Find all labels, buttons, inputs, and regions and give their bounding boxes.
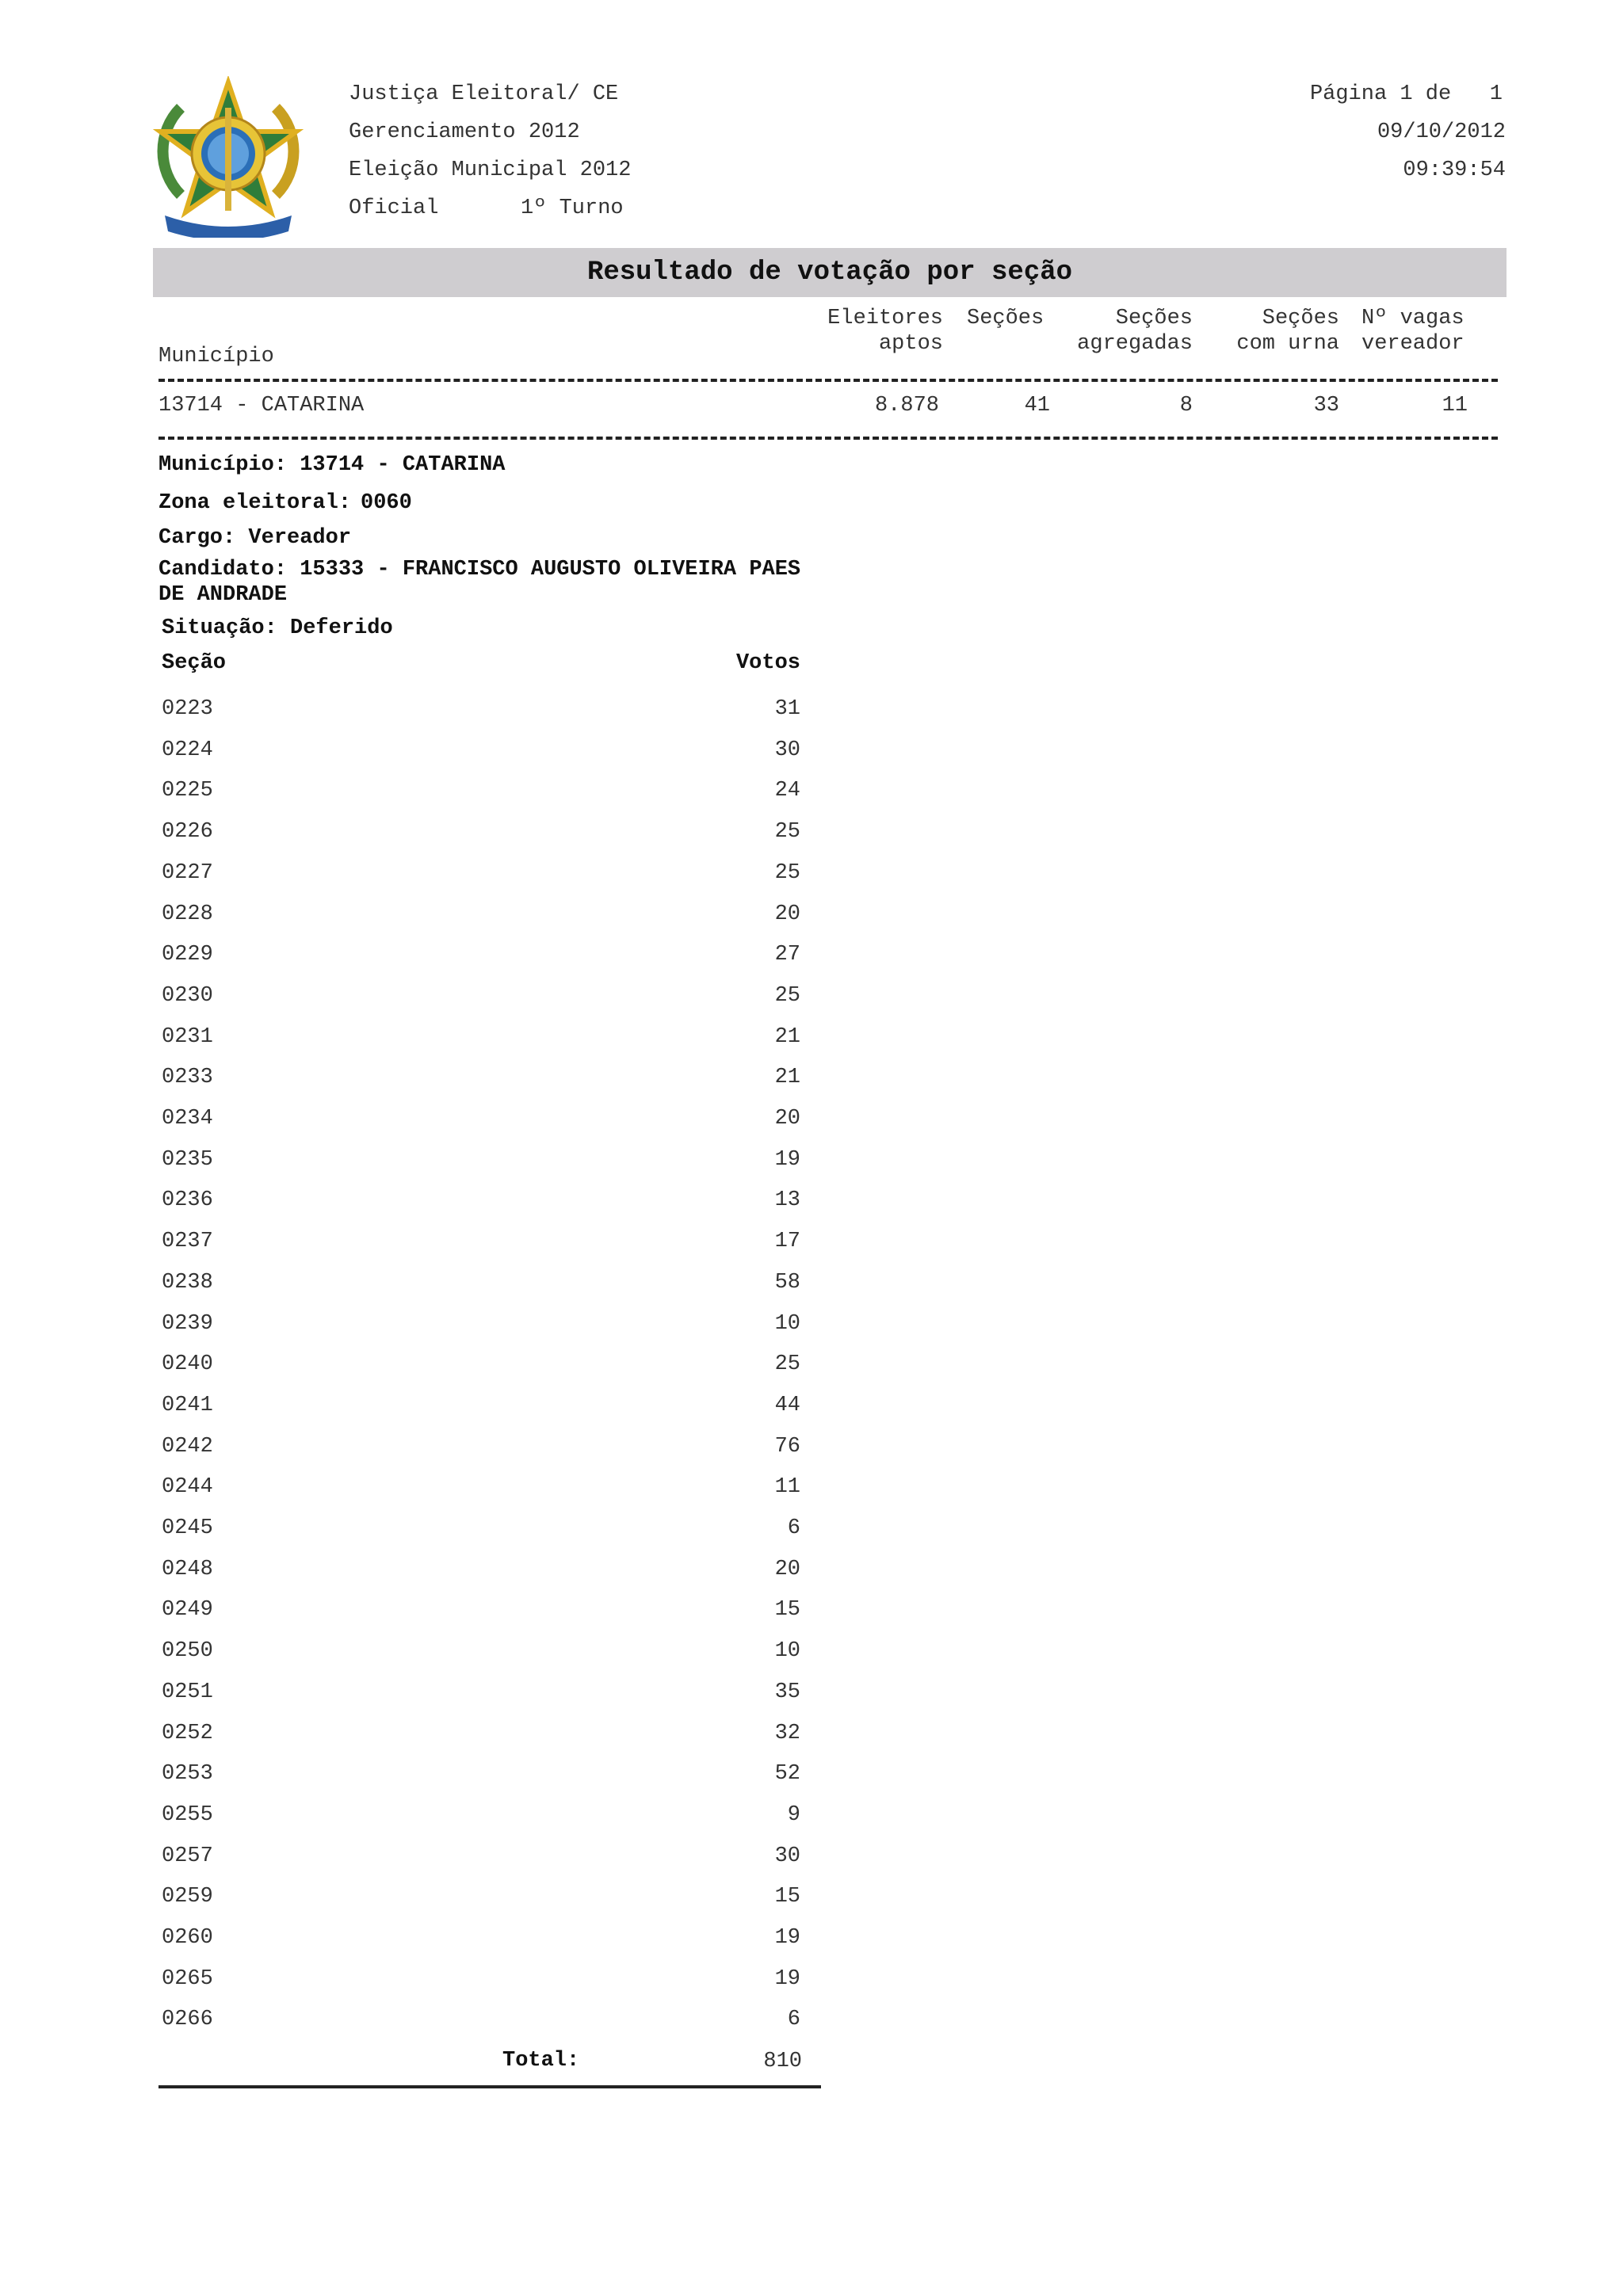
table-row [162,1639,800,1671]
col-secoes: Seções [967,307,1044,330]
votos-cell: 25 [774,860,800,885]
secao-cell: 0228 [162,902,213,926]
secao-cell: 0266 [162,2008,213,2032]
votos-cell: 10 [774,1311,800,1336]
summary-secoes: 41 [1024,394,1050,418]
votos-cell: 27 [774,943,800,967]
votos-cell: 32 [774,1721,800,1745]
header-official: Oficial [349,196,439,220]
summary-eleitores: 8.878 [874,394,939,418]
votos-cell: 9 [787,1802,800,1827]
votos-cell: 24 [774,779,800,803]
table-row [162,1803,800,1835]
votos-cell: 20 [774,1557,800,1581]
secao-cell: 0234 [162,1107,213,1131]
detail-candidato-line1: Candidato: 15333 - FRANCISCO AUGUSTO OLIVEIRA PAES [158,558,801,582]
detail-cargo: Cargo: Vereador [158,526,352,550]
secao-cell: 0225 [162,779,213,803]
secao-cell: 0229 [162,943,213,967]
secao-cell: 0248 [162,1557,213,1581]
votos-cell: 20 [774,902,800,926]
table-row [162,943,800,974]
votos-cell: 21 [774,1066,800,1090]
table-row [162,1148,800,1180]
col-secao-header: Seção [162,651,227,675]
detail-zona-value: 0060 [361,491,412,515]
col-municipio: Município [158,345,274,368]
coat-of-arms-emblem [149,76,307,238]
header-election: Eleição Municipal 2012 [349,158,632,182]
votos-cell: 25 [774,983,800,1008]
summary-com-urna: 33 [1313,394,1339,418]
secao-cell: 0241 [162,1393,213,1417]
header-round: 1º Turno [521,196,624,220]
table-row [162,779,800,810]
votos-cell: 25 [774,1352,800,1377]
col-votos-header: Votos [735,651,800,675]
votos-cell: 35 [774,1680,800,1704]
total-underline [158,2085,821,2088]
report-title-bar [153,248,1507,297]
report-date: 09/10/2012 [1377,120,1506,144]
secao-cell: 0252 [162,1721,213,1745]
secao-cell: 0253 [162,1762,213,1787]
votos-cell: 31 [774,697,800,721]
table-row [162,1394,800,1425]
secao-cell: 0250 [162,1639,213,1664]
col-eleitores: Eleitores aptos [827,307,943,356]
table-row [162,1516,800,1548]
table-row [162,1271,800,1302]
table-row [162,1230,800,1261]
secao-cell: 0226 [162,820,213,845]
col-com-urna: Seções com urna [1236,307,1339,356]
table-row [162,1926,800,1958]
secao-cell: 0265 [162,1966,213,1991]
votos-cell: 52 [774,1762,800,1787]
table-row [162,1967,800,1999]
total-label: Total: [502,2049,580,2073]
secao-cell: 0251 [162,1680,213,1704]
votos-cell: 44 [774,1393,800,1417]
detail-zona-label: Zona eleitoral: [158,491,352,515]
votos-cell: 30 [774,738,800,762]
table-row [162,1762,800,1794]
secao-cell: 0240 [162,1352,213,1377]
secao-cell: 0237 [162,1230,213,1254]
votos-cell: 10 [774,1639,800,1664]
secao-cell: 0249 [162,1598,213,1623]
dashed-separator-bottom [158,437,1498,440]
votos-cell: 20 [774,1107,800,1131]
table-row [162,1680,800,1712]
report-title: Resultado de votação por seção [586,257,1073,288]
secao-cell: 0231 [162,1024,213,1049]
table-row [162,1352,800,1384]
votos-cell: 17 [774,1230,800,1254]
report-time: 09:39:54 [1403,158,1506,182]
votos-cell: 58 [774,1270,800,1295]
table-row [162,1066,800,1097]
secao-cell: 0227 [162,860,213,885]
table-row [162,1312,800,1344]
table-row [162,2008,800,2039]
dashed-separator-top [158,379,1498,382]
total-value: 810 [763,2050,802,2073]
secao-cell: 0235 [162,1147,213,1172]
votos-cell: 6 [787,2008,800,2032]
table-row [162,697,800,729]
header-court: Justiça Eleitoral/ CE [349,82,619,106]
secao-cell: 0260 [162,1926,213,1950]
col-agregadas: Seções agregadas [1077,307,1193,356]
secao-cell: 0255 [162,1802,213,1827]
secao-cell: 0257 [162,1844,213,1868]
secao-cell: 0233 [162,1066,213,1090]
summary-agregadas: 8 [1179,394,1193,418]
votos-cell: 11 [774,1475,800,1500]
page-number: Página 1 de 1 [1309,82,1503,106]
votos-cell: 19 [774,1966,800,1991]
table-row [162,820,800,852]
table-row [162,1475,800,1507]
table-row [162,1722,800,1753]
secao-cell: 0245 [162,1516,213,1540]
secao-cell: 0244 [162,1475,213,1500]
votos-cell: 6 [787,1516,800,1540]
votos-cell: 19 [774,1147,800,1172]
table-row [162,1107,800,1138]
secao-cell: 0238 [162,1270,213,1295]
table-row [162,738,800,770]
detail-situacao: Situação: Deferido [162,616,393,640]
secao-cell: 0239 [162,1311,213,1336]
secao-cell: 0224 [162,738,213,762]
table-row [162,861,800,893]
votos-cell: 19 [774,1926,800,1950]
votos-cell: 76 [774,1434,800,1459]
secao-cell: 0242 [162,1434,213,1459]
secao-cell: 0259 [162,1885,213,1909]
secao-cell: 0230 [162,983,213,1008]
votos-cell: 21 [774,1024,800,1049]
col-vagas: Nº vagas vereador [1361,307,1465,356]
table-row [162,1558,800,1589]
table-row [162,1885,800,1917]
table-row [162,1598,800,1630]
table-row [162,1188,800,1220]
secao-cell: 0223 [162,697,213,721]
summary-municipio: 13714 - CATARINA [158,394,365,418]
table-row [162,984,800,1016]
table-row [162,1025,800,1057]
secao-cell: 0236 [162,1188,213,1213]
table-row [162,1435,800,1466]
votos-cell: 15 [774,1885,800,1909]
table-row [162,902,800,934]
votos-cell: 30 [774,1844,800,1868]
summary-vagas: 11 [1442,394,1468,418]
detail-candidato-line2: DE ANDRADE [158,583,288,607]
votos-cell: 13 [774,1188,800,1213]
detail-municipio: Município: 13714 - CATARINA [158,453,506,477]
votos-cell: 25 [774,820,800,845]
header-management: Gerenciamento 2012 [349,120,580,144]
table-row [162,1844,800,1876]
votos-cell: 15 [774,1598,800,1623]
